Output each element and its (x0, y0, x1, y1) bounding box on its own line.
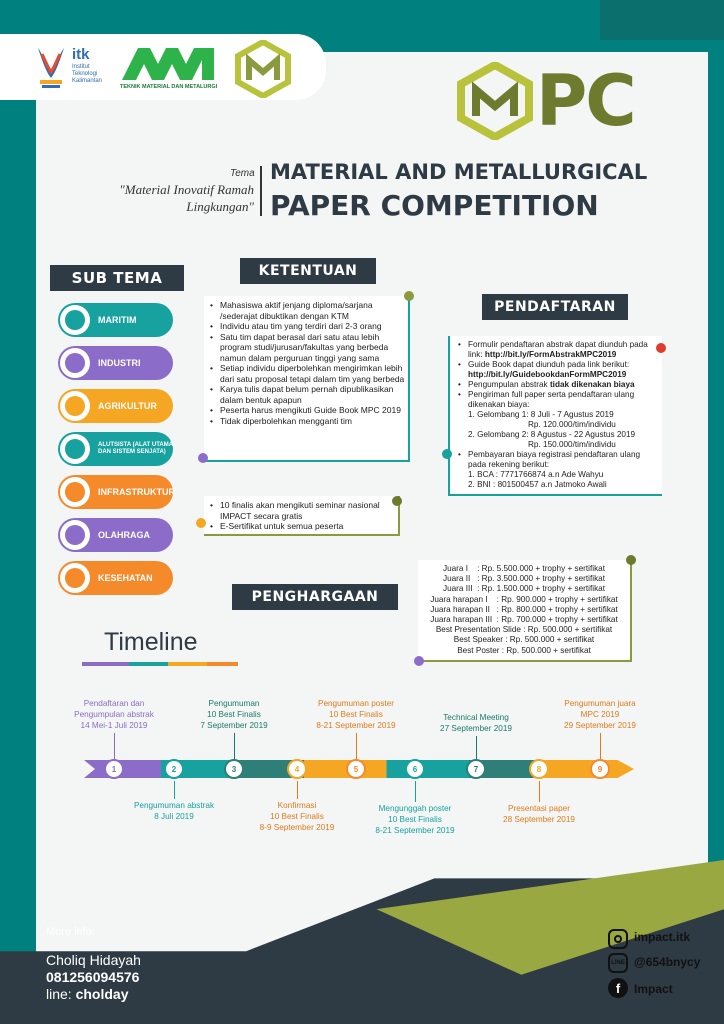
timeline-event-line: Pengumuman poster (317, 699, 394, 708)
gel2-price: Rp. 150.000/tim/individu (528, 440, 616, 449)
ketentuan-dot-purple (198, 453, 208, 463)
gel1: 1. Gelombang 1: 8 Juli - 7 Agustus 2019 (468, 410, 614, 419)
timeline-node: 6 (405, 759, 425, 779)
subtema-item (58, 432, 173, 466)
extra-dot-orange (196, 518, 206, 528)
timeline-event-line: Pengumuman juara (564, 699, 636, 708)
pendaftaran-heading: PENDAFTARAN (482, 294, 628, 320)
timeline-event (535, 698, 665, 731)
subtema-item (58, 303, 173, 337)
penghargaan-item: Juara II : Rp. 3.500.000 + trophy + sertifikat (442, 574, 606, 584)
subtema-circle-icon (60, 434, 90, 464)
abstrak-bold: tidak dikenakan biaya (549, 380, 635, 389)
bca: 1. BCA : 7771766874 a.n Ade Wahyu (468, 470, 604, 479)
facebook-handle[interactable]: Impact (634, 982, 673, 996)
form-link[interactable]: http://bit.ly/FormAbstrakMPC2019 (484, 350, 617, 359)
subtema-item (58, 475, 173, 509)
timeline-event-line: Technical Meeting (443, 713, 509, 722)
penghargaan-item: Juara harapan III : Rp. 700.000 + trophy + sertifikat (430, 615, 618, 625)
footer-line-label: line: (46, 986, 72, 1002)
timeline-node: 3 (224, 759, 244, 779)
itk-abbr: itk (72, 46, 90, 63)
ketentuan-item: • Tidak diperbolehkan mengganti tim (210, 416, 406, 427)
subtema-label: INDUSTRI (98, 358, 141, 368)
subtema-circle-icon (60, 563, 90, 593)
penghargaan-item: Juara III : Rp. 1.500.000 + trophy + sertifikat (442, 584, 606, 594)
ketentuan-item: • Mahasiswa aktif jenjang diploma/sarjana /sederajat dibuktikan dengan KTM (210, 300, 406, 321)
title-line2: PAPER COMPETITION (270, 189, 599, 222)
penghargaan-card (418, 560, 632, 662)
subtema-item (58, 346, 173, 380)
timeline-event-line: MPC 2019 (580, 710, 620, 719)
pendaftaran-card (448, 336, 662, 496)
timeline-event-line: 14 Mei-1 Juli 2019 (80, 721, 148, 730)
timeline-event (232, 800, 362, 833)
subtema-heading: SUB TEMA (50, 265, 184, 291)
extra-list (210, 500, 396, 532)
timeline-event (411, 712, 541, 734)
pendaftaran-abstrak (458, 380, 660, 390)
timeline-event-line: Konfirmasi (277, 801, 317, 810)
timeline-event-line: Pengumuman abstrak (133, 801, 215, 810)
timeline-event-line: 7 September 2019 (200, 721, 268, 730)
instagram-icon[interactable] (608, 929, 628, 949)
timeline-event-line: Pengumpulan abstrak (74, 710, 154, 719)
tmm-logo (120, 46, 216, 82)
timeline-event-line: Pendaftaran dan (83, 699, 145, 708)
timeline-event-line: 10 Best Finalis (270, 812, 324, 821)
penghargaan-list (422, 564, 626, 656)
mpc-logo-icon (456, 62, 534, 140)
timeline-event-line: 8 Juli 2019 (154, 812, 194, 821)
timeline-connector (539, 781, 540, 802)
timeline-event-line: 27 September 2019 (440, 724, 512, 733)
timeline-heading: Timeline (104, 628, 198, 656)
facebook-icon[interactable]: f (608, 978, 628, 998)
timeline-connector (356, 733, 357, 759)
itk-logo (34, 42, 68, 92)
penghargaan-item: Juara I : Rp. 5.500.000 + trophy + sertifikat (442, 564, 606, 573)
tema-label: Tema (230, 168, 255, 179)
tema-line2: Lingkungan" (186, 199, 254, 214)
line-icon[interactable]: LINE (608, 953, 628, 973)
ketentuan-heading: KETENTUAN (240, 258, 376, 284)
penghargaan-item: Best Presentation Slide : Rp. 500.000 + sertifikat (435, 625, 613, 635)
tmm-name: TEKNIK MATERIAL DAN METALURGI (120, 84, 218, 90)
timeline-event-line: Presentasi paper (508, 804, 570, 813)
guide-text: Guide Book dapat diunduh pada link berikut: (468, 360, 630, 369)
guide-link[interactable]: http://bit.ly/GuidebookdanFormMPC2019 (468, 370, 627, 379)
form-text: Formulir pendaftaran abstrak dapat diunduh pada link: (468, 340, 648, 359)
timeline-event (109, 800, 239, 822)
gel1-price: Rp. 120.000/tim/individu (528, 420, 616, 429)
timeline-event-line: Mengunggah poster (378, 804, 452, 813)
timeline-event (49, 698, 179, 731)
timeline-connector (174, 781, 175, 799)
timeline-connector (476, 736, 477, 759)
timeline-node: 1 (104, 759, 124, 779)
teal-corner-shape (600, 0, 724, 40)
abstrak-text: Pengumpulan abstrak (468, 380, 548, 389)
timeline-connector (600, 733, 601, 759)
bni: 2. BNI : 801500457 a.n Jatmoko Awali (468, 480, 607, 489)
pendaftaran-form (458, 340, 660, 360)
footer-name: Choliq Hidayah (46, 952, 141, 968)
mpc-small-logo-icon (234, 40, 292, 98)
timeline-event (474, 803, 604, 825)
ketentuan-card (204, 296, 410, 462)
timeline-node: 4 (287, 759, 307, 779)
subtema-label: KESEHATAN (98, 573, 153, 583)
ketentuan-dot-olive (404, 291, 414, 301)
timeline-event-line: 8-21 September 2019 (375, 826, 455, 835)
subtema-circle-icon (60, 520, 90, 550)
timeline-event-line: 10 Best Finalis (388, 815, 442, 824)
timeline-connector (297, 781, 298, 799)
mpc-logo-text: PC (536, 60, 635, 142)
timeline-event-line: 10 Best Finalis (207, 710, 261, 719)
timeline-node: 7 (466, 759, 486, 779)
subtema-label: OLAHRAGA (98, 530, 150, 540)
fullpaper-text: Pengiriman full paper serta pendaftaran ulang dikenakan biaya: (468, 390, 635, 409)
footer-phone: 081256094576 (46, 969, 140, 985)
ketentuan-extra-card (204, 496, 400, 536)
pendaftaran-guide (458, 360, 660, 380)
itk-name: Institut Teknologi Kalimantan (72, 64, 103, 84)
subtema-label: AGRIKULTUR (98, 401, 157, 411)
penghargaan-heading: PENGHARGAAN (232, 584, 398, 610)
pendaftaran-fullpaper (458, 390, 660, 450)
footer-line (46, 986, 128, 1002)
rekening-text: Pembayaran biaya registrasi pendaftaran ulang pada rekening berikut: (468, 450, 641, 469)
instagram-handle[interactable]: impact.itk (634, 930, 691, 944)
penghargaan-item: Best Poster : Rp. 500.000 + sertifikat (457, 645, 591, 655)
penghargaan-dot-purple (414, 656, 424, 666)
ketentuan-item: • Peserta harus mengikuti Guide Book MPC 2019 (210, 405, 406, 416)
timeline-connector (114, 733, 115, 759)
timeline-node: 2 (164, 759, 184, 779)
subtema-label: ALUTSISTA (ALAT UTAMA DAN SISTEM SENJATA) (98, 442, 173, 455)
timeline-event-line: 8-9 September 2019 (259, 823, 335, 832)
timeline-connector (234, 733, 235, 759)
subtema-item (58, 561, 173, 595)
timeline-underline (82, 662, 238, 666)
timeline-event (350, 803, 480, 836)
timeline-event-line: 29 September 2019 (564, 721, 636, 730)
ketentuan-list (210, 300, 406, 426)
extra-item: • E-Sertifikat untuk semua peserta (210, 521, 396, 532)
subtema-circle-icon (60, 391, 90, 421)
gel2: 2. Gelombang 2: 8 Agustus - 22 Agustus 2019 (468, 430, 636, 439)
timeline-event (169, 698, 299, 731)
subtema-item (58, 389, 173, 423)
timeline-node: 9 (590, 759, 610, 779)
penghargaan-item: Best Speaker : Rp. 500.000 + sertifikat (453, 635, 595, 645)
timeline-event (291, 698, 421, 731)
ketentuan-item: • Satu tim dapat berasal dari satu atau lebih program studi/jurusan/fakultas yang berbeda namun dalam perguruan tinggi yang sama (210, 332, 406, 364)
subtema-label: MARITIM (98, 315, 137, 325)
ketentuan-item: • Karya tulis dapat belum pernah dipublikasikan dalam bentuk apapun (210, 384, 406, 405)
subtema-circle-icon (60, 348, 90, 378)
penghargaan-item: Juara harapan II : Rp. 800.000 + trophy + sertifikat (430, 604, 618, 614)
ketentuan-item: • Individu atau tim yang terdiri dari 2-3 orang (210, 321, 406, 332)
footer-line-id: cholday (75, 986, 129, 1002)
subtema-label: INFRASTRUKTUR (98, 487, 175, 497)
ketentuan-item: • Setiap individu diperbolehkan mengirimkan lebih dari satu proposal tetapi dalam tim yang berbeda (210, 363, 406, 384)
pendaftaran-rekening (458, 450, 660, 490)
title-divider (260, 166, 262, 216)
line-handle[interactable]: @654bnycy (634, 955, 701, 969)
footer-more-info: More info: (46, 926, 95, 938)
tema-line1: "Material Inovatif Ramah (119, 182, 254, 197)
subtema-item (58, 518, 173, 552)
timeline-event-line: 10 Best Finalis (329, 710, 383, 719)
penghargaan-dot-olive (626, 555, 636, 565)
pendaftaran-dot-teal (442, 449, 452, 459)
timeline-event-line: 8-21 September 2019 (316, 721, 396, 730)
pendaftaran-dot-red (656, 343, 666, 353)
subtema-circle-icon (60, 477, 90, 507)
title-line1: MATERIAL AND METALLURGICAL (270, 160, 648, 184)
timeline-event-line: Pengumuman (208, 699, 260, 708)
timeline-node: 8 (529, 759, 549, 779)
timeline-connector (415, 781, 416, 802)
timeline-event-line: 28 September 2019 (503, 815, 575, 824)
penghargaan-item: Juara harapan I : Rp. 900.000 + trophy + sertifikat (430, 594, 618, 604)
timeline-node: 5 (346, 759, 366, 779)
subtema-circle-icon (60, 305, 90, 335)
extra-item: • 10 finalis akan mengikuti seminar nasional IMPACT secara gratis (210, 500, 396, 521)
extra-dot-olive (392, 496, 402, 506)
